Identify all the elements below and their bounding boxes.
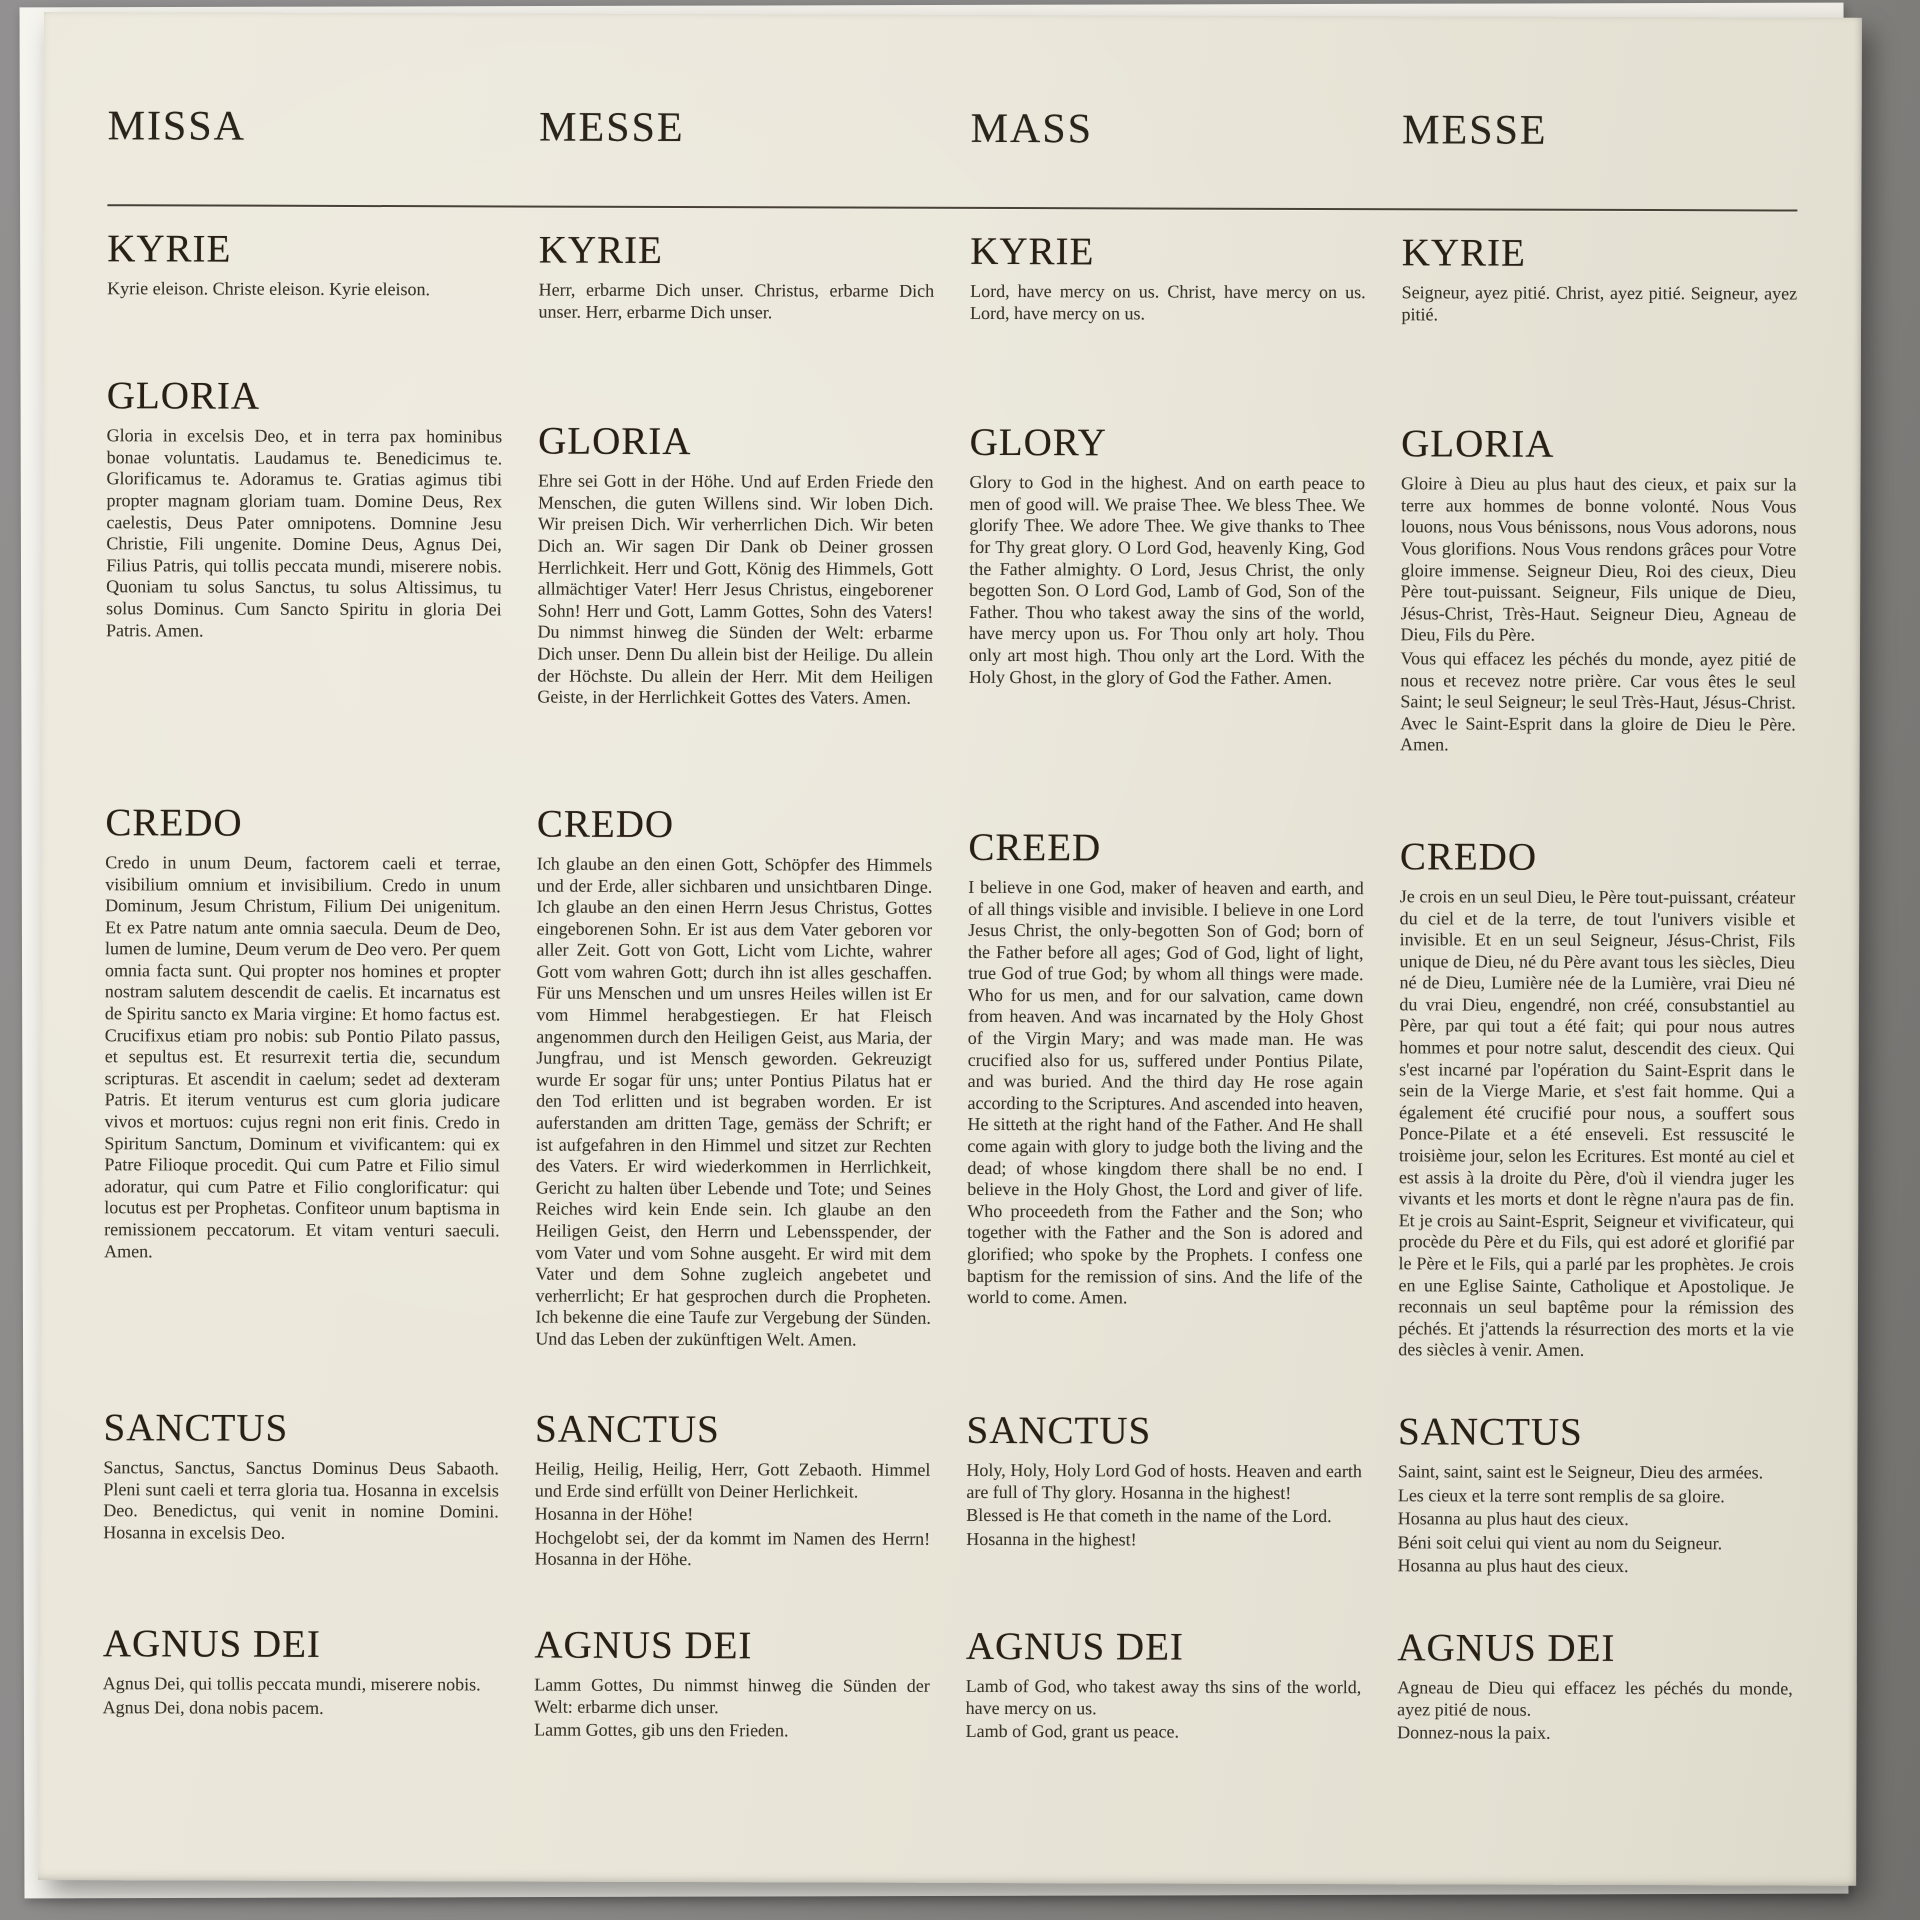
section-paragraph: Ehre sei Gott in der Höhe. Und auf Erden Friede den Menschen, die guten Willens sind. Wir loben Dich. Wir preisen Dich. Wir verherrlichen Dich. Wir beten Dich an. Wir sagen Dir Dank ob Deiner grossen Herrlichkeit. Herr und Gott, König des Himmels, Gott allmächtiger Vater! Herr Jesus Christus, eingeborener Sohn! Herr und Gott, Lamm Gottes, Sohn des Vaters! Du nimmst hinweg die Sünden der Welt: erbarme Dich unser. Denn Du allein bist der Heilige. Du allein der Höchste. Du allein der Herr. Mit dem Heiligen Geiste, in der Herrlichkeit Gottes des Vaters. Amen. xyxy=(537,470,934,708)
section-paragraph: Glory to God in the highest. And on earth peace to men of good will. We praise Thee. We bless Thee. We glorify Thee. We adore Thee. We give thanks to Thee for Thy great glory. O Lord God, heavenly King, God the Father almighty. O Lord, Jesus Christ, the only begotten Son. O Lord God, Lamb of God, Son of the Father. Thou who takest away the sins of the world, have mercy upon us. For Thou only art holy. Thou only art most high. Thou only art the Lord. With the Holy Ghost, in the glory of God the Father. Amen. xyxy=(968,472,1366,688)
section-paragraph: Hosanna au plus haut des cieux. xyxy=(1397,1508,1629,1530)
section-paragraph: Je crois en un seul Dieu, le Père tout-puissant, créateur du ciel et de la terre, de tout l'univers visible et invisible. Et en un seul Seigneur, Jésus-Christ, Fils unique de Dieu, né du Père avant tous les siècles, Dieu né de Dieu, Lumière née de la Lumière, vrai Dieu né du vrai Dieu, engendré, non créé, consubstantiel au Père, par qui tout a été fait; qui pour nous autres hommes et pour notre salut, descendit des cieux. Qui s'est incarné par l'opération du Saint-Esprit dans le sein de la Vierge Marie, et s'est fait homme. Qui a également été crucifié pour nous, a souffert sous Ponce-Pilate et a été enseveli. Est ressuscité le troisième jour, selon les Ecritures. Est monté au ciel et est assis à la droite du Père, d'où il viendra juger les vivants et les morts et dont le règne n'aura pas de fin. Et je crois au Saint-Esprit, Seigneur et vivificateur, qui procède du Père et du Fils, qui est adoré et glorifié par le Père et le Fils, qui a parlé par les prophètes. Je crois en une Eglise Sainte, Catholique et Apostolique. Je reconnais un seul baptême pour la rémission des péchés. Et j'attends la résurrection des morts et la vie des siècles à venir. Amen. xyxy=(1398,886,1796,1361)
section-heading: SANCTUS xyxy=(103,1406,289,1450)
section-heading: KYRIE xyxy=(1401,231,1526,275)
section-heading: GLORIA xyxy=(106,374,261,418)
section-french-credo xyxy=(1398,804,1795,1364)
section-german-agnus-dei xyxy=(534,1622,930,1744)
section-heading: AGNUS DEI xyxy=(1397,1626,1616,1670)
section-french-gloria xyxy=(1400,373,1797,759)
mass-text-grid xyxy=(103,226,1798,1747)
column-title-german: MESSE xyxy=(539,104,685,152)
section-paragraph: Vous qui effacez les péchés du monde, ayez pitié de nous et recevez notre prière. Car vous êtes le seul Saint; le seul Seigneur; le seul Très-Haut, Jésus-Christ. Avec le Saint-Esprit dans la gloire de Dieu le Père. Amen. xyxy=(1400,648,1797,755)
section-paragraph: Seigneur, ayez pitié. Christ, ayez pitié. Seigneur, ayez pitié. xyxy=(1401,282,1798,324)
section-heading: SANCTUS xyxy=(966,1408,1152,1453)
section-german-gloria xyxy=(537,371,934,757)
section-french-kyrie xyxy=(1402,230,1798,328)
section-heading: SANCTUS xyxy=(1397,1410,1583,1454)
section-paragraph: Agneau de Dieu qui effacez les péchés du monde, ayez pitié de nous. xyxy=(1397,1677,1793,1720)
section-paragraph: Lamm Gottes, gib uns den Frieden. xyxy=(534,1719,789,1741)
section-french-sanctus xyxy=(1398,1409,1794,1580)
section-heading: GLORIA xyxy=(538,419,692,464)
section-paragraph: Donnez-nous la paix. xyxy=(1397,1722,1551,1743)
section-paragraph: Holy, Holy, Holy Lord God of hosts. Heaven and earth are full of Thy glory. Hosanna in the highest! xyxy=(966,1459,1362,1503)
section-paragraph: Béni soit celui qui vient au nom du Seigneur. xyxy=(1397,1532,1723,1554)
section-paragraph: Lamm Gottes, Du nimmst hinweg die Sünden der Welt: erbarme dich unser. xyxy=(534,1674,930,1717)
section-paragraph: Les cieux et la terre sont remplis de sa gloire. xyxy=(1397,1484,1725,1506)
section-latin-gloria xyxy=(106,369,503,755)
section-latin-agnus-dei xyxy=(103,1621,499,1743)
section-paragraph: Agnus Dei, qui tollis peccata mundi, miserere nobis. xyxy=(102,1673,481,1695)
section-latin-kyrie xyxy=(107,226,503,324)
section-heading: KYRIE xyxy=(970,229,1095,274)
section-paragraph: Sanctus, Sanctus, Sanctus Dominus Deus Sabaoth. Pleni sunt caeli et terra gloria tua. Hosanna in excelsis Deo. Benedictus, qui venit in nomine Domini. Hosanna in excelsis Deo. xyxy=(103,1457,499,1543)
section-paragraph: Herr, erbarme Dich unser. Christus, erbarme Dich unser. Herr, erbarme Dich unser. xyxy=(538,279,935,322)
section-paragraph: Gloire à Dieu au plus haut des cieux, et paix sur la terre aux hommes de bonne volonté. Nous Vous louons, nous Vous bénissons, nous Vous adorons, nous Vous glorifions. Nous Vous rendons grâces pour Votre gloire immense. Seigneur Dieu, Roi des cieux, Dieu Père tout-puissant. Seigneur, Fils unique de Dieu, Jésus-Christ, Très-Haut. Seigneur Dieu, Agneau de Dieu, Fils du Père. xyxy=(1400,473,1797,646)
section-heading: CREDO xyxy=(536,802,675,846)
section-paragraph: Lamb of God, grant us peace. xyxy=(965,1721,1180,1742)
section-english-sanctus xyxy=(966,1408,1362,1579)
section-english-glory xyxy=(969,372,1366,758)
section-heading: AGNUS DEI xyxy=(534,1623,753,1668)
section-heading: SANCTUS xyxy=(534,1407,720,1452)
section-latin-sanctus xyxy=(103,1405,499,1576)
section-paragraph: Hosanna in der Höhe! xyxy=(534,1503,694,1525)
section-english-agnus-dei xyxy=(966,1624,1362,1746)
section-german-kyrie xyxy=(539,228,935,326)
liner-notes-sheet xyxy=(38,12,1862,1886)
sheet-content xyxy=(38,12,1862,1783)
section-french-agnus-dei xyxy=(1397,1625,1793,1747)
column-title-french: MESSE xyxy=(1402,107,1548,154)
section-paragraph: Blessed is He that cometh in the name of the Lord. xyxy=(966,1505,1332,1527)
section-paragraph: Gloria in excelsis Deo, et in terra pax hominibus bonae voluntatis. Laudamus te. Benedicimus te. Glorificamus te. Adoramus te. Gratias agimus tibi propter magnam gloriam tuam. Domine Deus, Rex caelestis, Deus Pater omnipotens. Domnine Jesu Christie, Fili ungenite. Domine Deus, Agnus Dei, Filius Patris, qui tollis peccata mundi, miserere nobis. Quoniam tu solus Sanctus, tu solus Altissimus, tu solus Dominus. Cum Sancto Spiritu in gloria Dei Patris. Amen. xyxy=(106,425,503,641)
section-paragraph: I believe in one God, maker of heaven and earth, and of all things visible and invisible. I believe in one Lord Jesus Christ, the only-begotten Son of God; born of the Father before all ages; God of God, light of light, true God of true God; by whom all things were made. Who for us men, and for our salvation, came down from heaven. And was incarnated by the Holy Ghost of the Virgin Mary; and was made man. He was crucified also for us, suffered under Pontius Pilate, and was buried. And the third day He rose again according to the Scriptures. And ascended into heaven, He sitteth at the right hand of the Father. And He shall come again with glory to judge both the living and the dead; of whose kingdom there shall be no end. I believe in the Holy Ghost, the Lord and giver of life. Who proceedeth from the Father and the Son; who together with the Father and the Son is adored and glorified; who spoke by the Prophets. I confess one baptism for the remission of sins. And the life of the world to come. Amen. xyxy=(966,876,1364,1308)
section-paragraph: Hosanna au plus haut des cieux. xyxy=(1397,1555,1629,1577)
section-paragraph: Heilig, Heilig, Heilig, Herr, Gott Zebaoth. Himmel und Erde sind erfüllt von Deiner Herlichkeit. xyxy=(534,1458,931,1502)
section-paragraph: Hochgelobt sei, der da kommt im Namen des Herrn! Hosanna in der Höhe. xyxy=(534,1527,931,1570)
section-english-creed xyxy=(967,803,1364,1363)
section-english-kyrie xyxy=(970,229,1366,327)
section-paragraph: Saint, saint, saint est le Seigneur, Dieu des armées. xyxy=(1397,1461,1764,1483)
section-german-sanctus xyxy=(535,1407,931,1578)
section-heading: AGNUS DEI xyxy=(965,1624,1185,1669)
section-paragraph: Lamb of God, who takest away ths sins of the world, have mercy on us. xyxy=(965,1675,1362,1718)
section-heading: GLORY xyxy=(969,421,1107,465)
section-paragraph: Hosanna in the highest! xyxy=(966,1528,1137,1550)
section-heading: GLORIA xyxy=(1401,422,1555,466)
section-heading: AGNUS DEI xyxy=(102,1622,322,1666)
section-heading: KYRIE xyxy=(538,228,663,272)
header-divider xyxy=(107,204,1797,211)
section-paragraph: Ich glaube an den einen Gott, Schöpfer des Himmels und der Erde, aller sichbaren und unsichtbaren Dinge. Ich glaube an den einen Herrn Jesus Christus, Gottes eingeborenen Sohn. Er ist aus dem Vater geboren vor aller Zeit. Gott von Gott, Licht vom Lichte, wahrer Gott vom wahren Gott; durch ihn ist alles geschaffen. Für uns Menschen und um unsres Heiles willen ist Er vom Himmel herabgestiegen. Er hat Fleisch angenommen durch den Heiligen Geist, aus Maria, der Jungfrau, und ist Mensch geworden. Gekreuzigt wurde Er sogar für uns; unter Pontius Pilatus hat er den Tod erlitten und ist begraben worden. Er ist auferstanden am dritten Tage, gemäss der Schrift; er ist aufgefahren in den Himmel und sitzet zur Rechten des Vaters. Er wird wiederkommen in Herrlichkeit, Gericht zu halten über Lebende und Tote; und Seines Reiches wird kein Ende sein. Ich glaube an den Heiligen Geist, den Herrn und Lebensspender, der vom Vater und vom Sohne ausgeht. Er wird mit dem Vater und dem Sohne zugleich angebetet und verherrlicht; Er hat gesprochen durch die Propheten. Ich bekenne die eine Taufe zur Vergebung der Sünden. Und das Leben der zukünftigen Welt. Amen. xyxy=(535,853,933,1350)
section-paragraph: Kyrie eleison. Christe eleison. Kyrie eleison. xyxy=(107,278,431,300)
column-title-latin: MISSA xyxy=(107,103,247,150)
section-paragraph: Lord, have mercy on us. Christ, have mercy on us. Lord, have mercy on us. xyxy=(970,280,1366,324)
section-paragraph: Agnus Dei, dona nobis pacem. xyxy=(102,1696,324,1718)
section-latin-credo xyxy=(104,800,501,1360)
section-heading: CREDO xyxy=(1399,835,1538,879)
section-heading: CREDO xyxy=(105,801,243,845)
section-paragraph: Credo in unum Deum, factorem caeli et terrae, visibilium omnium et invisibilium. Credo in unum Dominum, Jesum Christum, Filium Dei unigenitum. Et ex Patre natum ante omnia saecula. Deum de Deo, lumen de lumine, Deum verum de Deo vero. Per quem omnia facta sunt. Qui propter nos homines et propter nostram salutem descendit de caelis. Et incarnatus est de Spiritu sancto ex Maria virgine: Et homo factus est. Crucifixus etiam pro nobis: sub Pontio Pilato passus, et sepultus est. Et resurrexit tertia die, secundum scripturas. Et ascendit in caelum; sedet ad dexteram Patris. Et iterum venturus est cum gloria judicare vivos et mortuos: cujus regni non erit finis. Credo in Spiritum Sanctum, Dominum et vivificantem: qui ex Patre Filioque procedit. Qui cum Patre et Filio simul adoratur, qui cum Patre et Filio conglorificatur: qui locutus est per Prophetas. Confiteor unum baptisma in remissionem peccatorum. Et vitam venturi saeculi. Amen. xyxy=(104,852,501,1261)
section-german-credo xyxy=(535,801,932,1361)
section-heading: KYRIE xyxy=(107,227,232,271)
column-title-english: MASS xyxy=(970,105,1094,153)
section-heading: CREED xyxy=(968,825,1102,870)
column-titles-row xyxy=(108,102,1798,155)
